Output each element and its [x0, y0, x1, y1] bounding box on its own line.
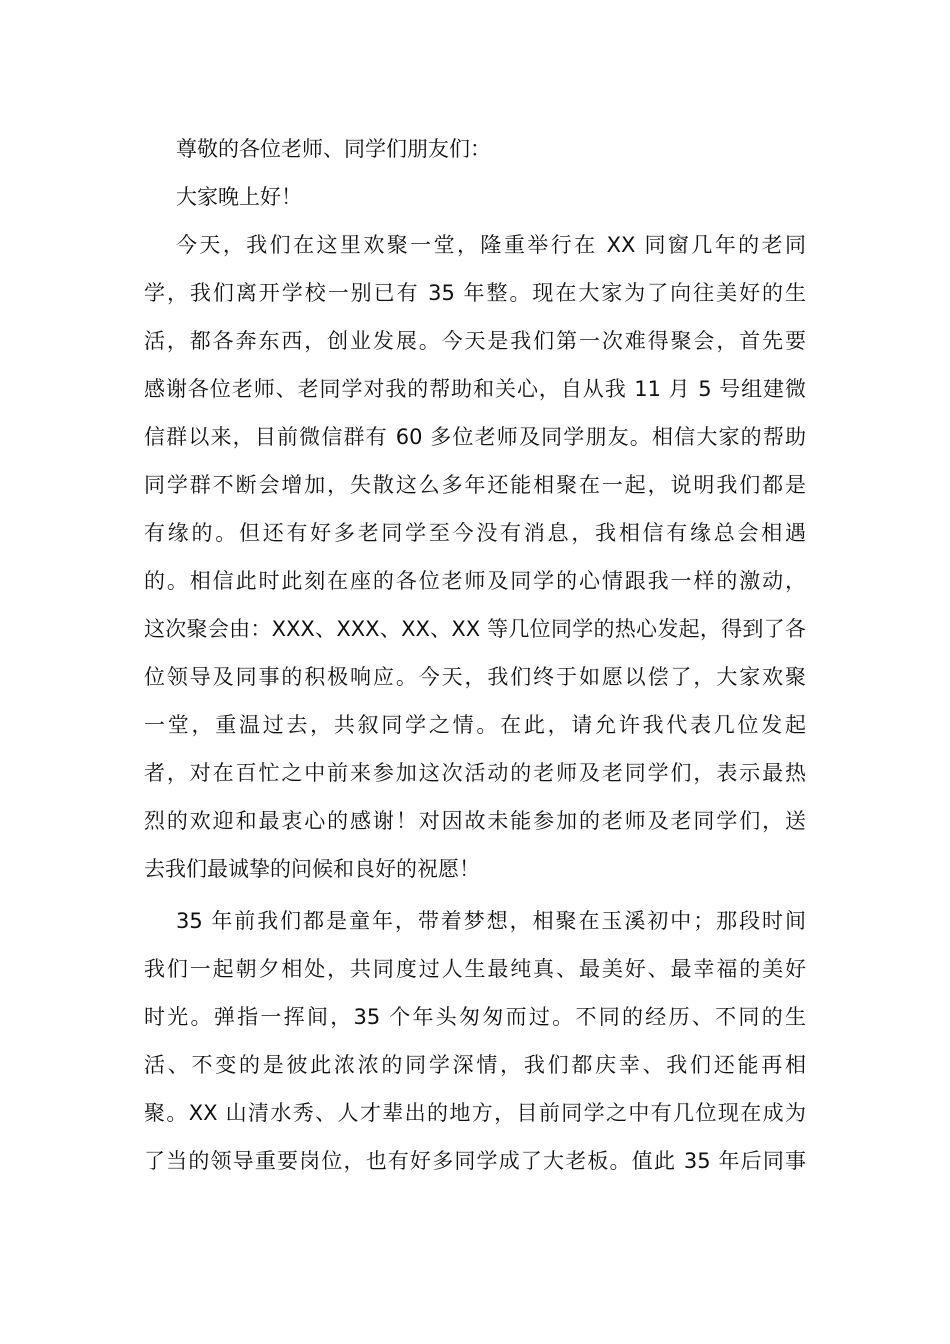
paragraph-line: 烈的欢迎和最衷心的感谢！对因故未能参加的老师及老同学们，送 [144, 809, 806, 833]
paragraph-line: 位领导及同事的积极响应。今天，我们终于如愿以偿了，大家欢聚 [144, 665, 806, 689]
greeting: 大家晚上好！ [176, 185, 302, 209]
document-body [144, 125, 806, 1185]
paragraph-line: 了当的领导重要岗位，也有好多同学成了大老板。值此 35 年后同事 [144, 1149, 806, 1173]
paragraph-line: 去我们最诚挚的问候和良好的祝愿！ [144, 857, 480, 881]
paragraph-line: 同学群不断会增加，失散这么多年还能相聚在一起，说明我们都是 [144, 473, 806, 497]
paragraph-line: 学，我们离开学校一别已有 35 年整。现在大家为了向往美好的生 [144, 281, 806, 305]
paragraph-line: 者，对在百忙之中前来参加这次活动的老师及老同学们，表示最热 [144, 761, 806, 785]
paragraph-line: 有缘的。但还有好多老同学至今没有消息，我相信有缘总会相遇 [144, 521, 806, 545]
paragraph-line: 这次聚会由：XXX、XXX、XX、XX 等几位同学的热心发起，得到了各 [144, 617, 806, 641]
paragraph-line: 活，都各奔东西，创业发展。今天是我们第一次难得聚会，首先要 [144, 329, 806, 353]
salutation: 尊敬的各位老师、同学们朋友们： [176, 137, 491, 161]
paragraph-line: 感谢各位老师、老同学对我的帮助和关心，自从我 11 月 5 号组建微 [144, 377, 806, 401]
paragraph-line: 我们一起朝夕相处，共同度过人生最纯真、最美好、最幸福的美好 [144, 957, 806, 981]
paragraph-line: 活、不变的是彼此浓浓的同学深情，我们都庆幸、我们还能再相 [144, 1053, 806, 1077]
paragraph-line: 35 年前我们都是童年，带着梦想，相聚在玉溪初中；那段时间 [176, 909, 806, 933]
paragraph-line: 一堂，重温过去，共叙同学之情。在此，请允许我代表几位发起 [144, 713, 806, 737]
paragraph-line: 信群以来，目前微信群有 60 多位老师及同学朋友。相信大家的帮助 [144, 425, 806, 449]
paragraph-2 [144, 897, 806, 1185]
paragraph-1 [144, 221, 806, 897]
paragraph-line: 时光。弹指一挥间，35 个年头匆匆而过。不同的经历、不同的生 [144, 1005, 806, 1029]
paragraph-line: 今天，我们在这里欢聚一堂，隆重举行在 XX 同窗几年的老同 [176, 233, 806, 257]
paragraph-line: 聚。XX 山清水秀、人才辈出的地方，目前同学之中有几位现在成为 [144, 1101, 806, 1125]
paragraph-line: 的。相信此时此刻在座的各位老师及同学的心情跟我一样的激动， [144, 569, 806, 593]
